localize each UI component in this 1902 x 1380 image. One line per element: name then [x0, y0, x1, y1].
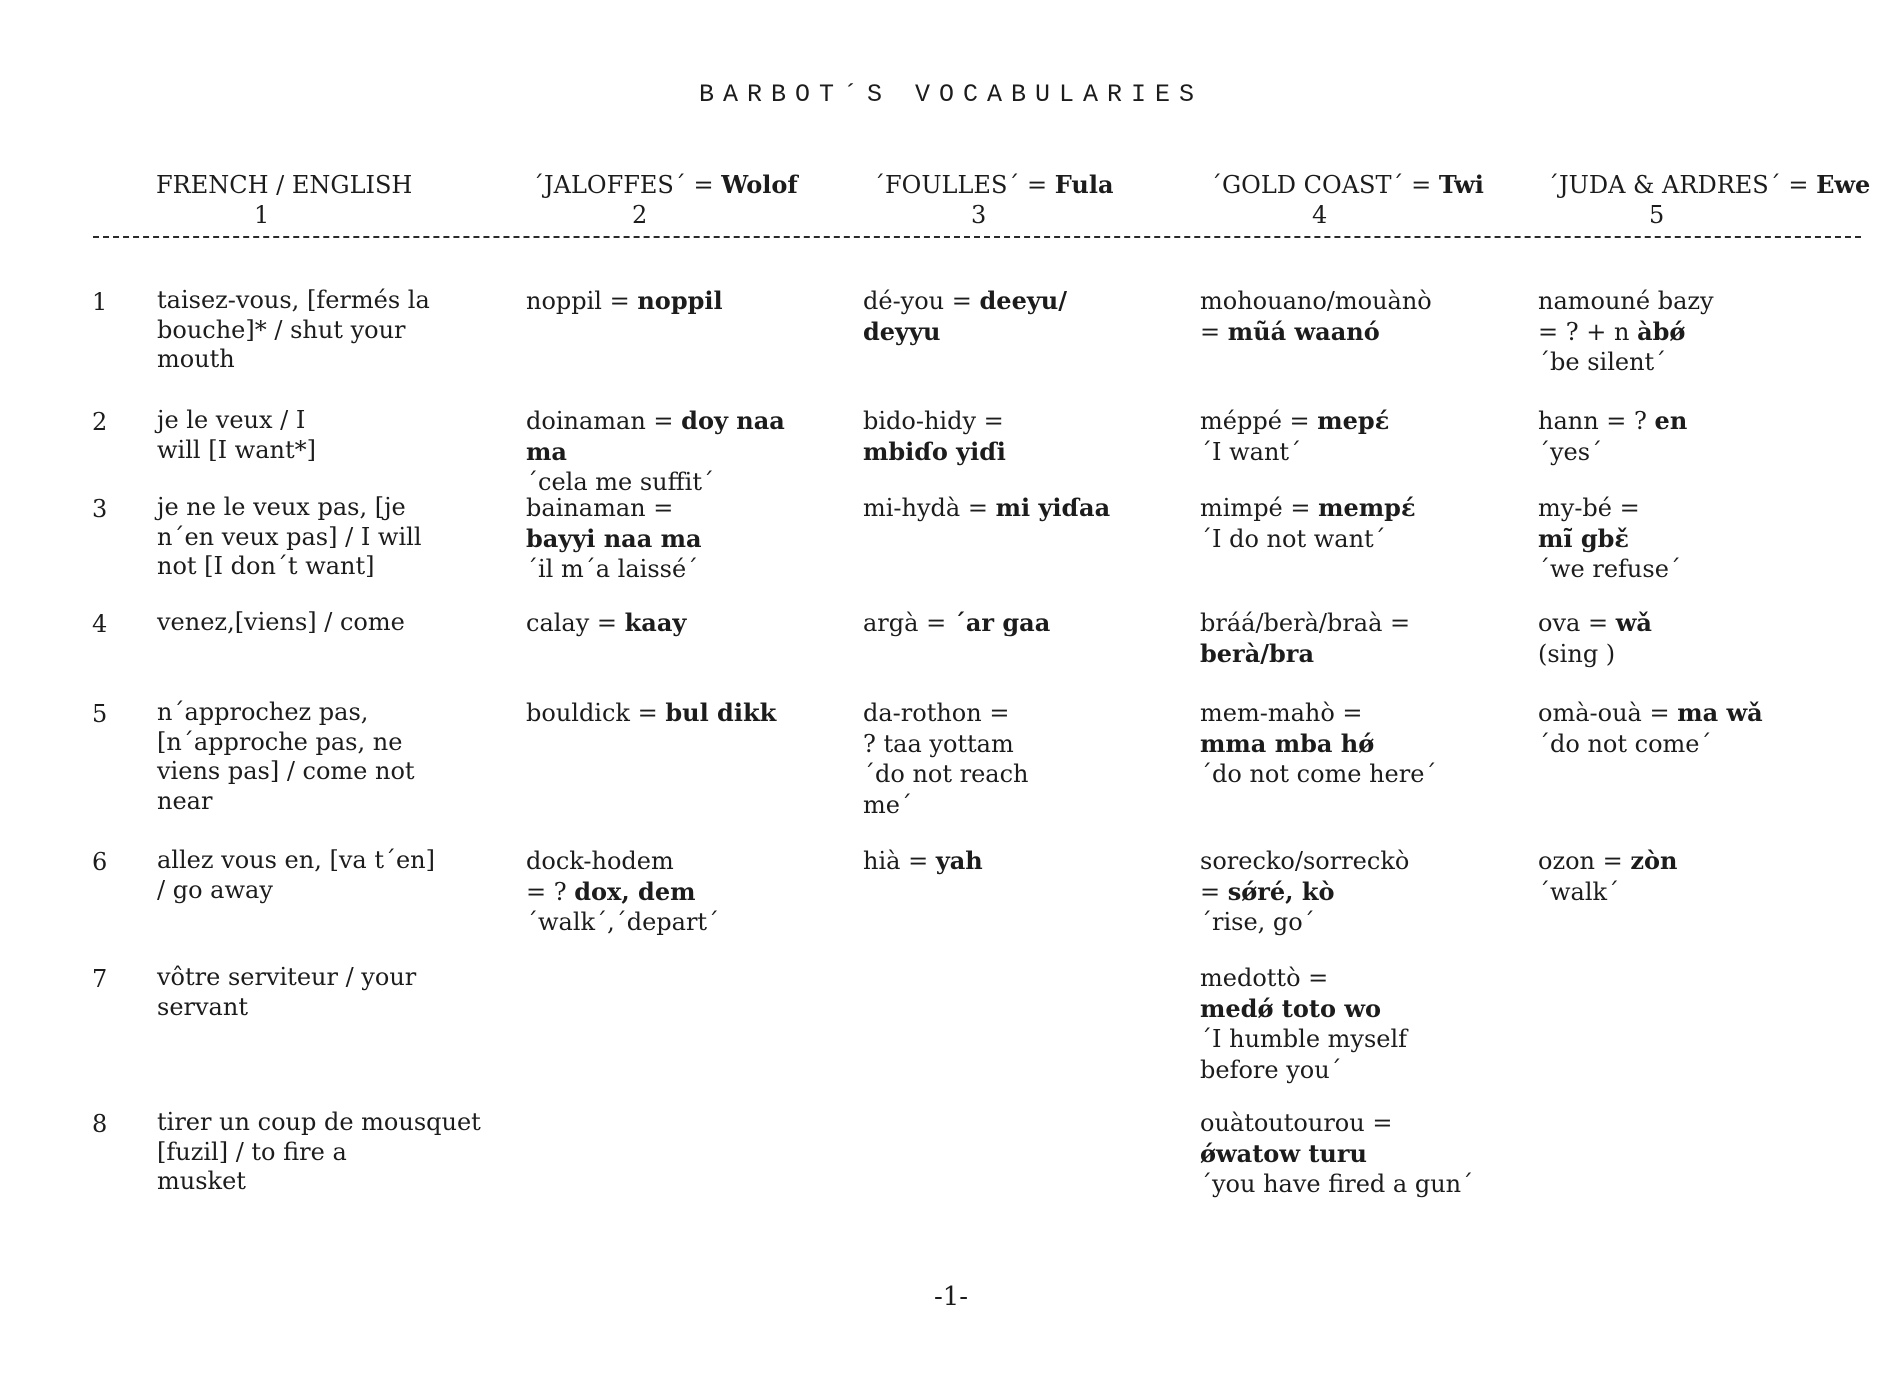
cell-line — [1200, 524, 1416, 555]
cell-line — [1538, 698, 1763, 729]
column-header-fula: ´FOULLES´ = Fula 3 — [873, 170, 1114, 229]
source-form: ´I do not want´ — [1200, 524, 1386, 553]
french-english-cell — [157, 406, 316, 465]
source-form: ´il m´a laissé´ — [526, 555, 699, 583]
cell-line — [1200, 406, 1389, 437]
twi-cell — [1200, 406, 1389, 467]
cell-line — [1200, 286, 1432, 317]
modern-form: sǿré, kò — [1227, 876, 1335, 906]
french-english-cell — [157, 698, 415, 816]
modern-form: mepɛ́ — [1317, 406, 1390, 435]
modern-form: noppil — [637, 286, 723, 315]
modern-form: medǿ toto wo — [1200, 993, 1382, 1023]
source-form: ´yes´ — [1538, 437, 1603, 466]
modern-form: zòn — [1630, 846, 1678, 875]
source-form: = — [1200, 877, 1228, 906]
source-form: calay = — [526, 609, 625, 637]
modern-form: mi yiɗaa — [995, 493, 1111, 522]
wolof-cell — [526, 846, 719, 938]
source-form: ouàtoutourou = — [1200, 1109, 1393, 1137]
source-form: ´be silent´ — [1538, 348, 1667, 376]
cell-line: n´en veux pas] / I will — [157, 522, 422, 551]
cell-line — [863, 759, 1029, 790]
cell-line — [1200, 846, 1409, 877]
modern-form: mempɛ́ — [1318, 493, 1416, 522]
source-form: me´ — [863, 790, 912, 819]
modern-form: bayyi naa ma — [526, 523, 702, 553]
source-form: mi-hydà = — [863, 494, 996, 522]
column-header-label: ´GOLD COAST´ = — [1210, 171, 1439, 199]
row-number: 6 — [92, 848, 108, 876]
cell-line — [863, 608, 1050, 639]
cell-line — [1200, 729, 1436, 760]
cell-line — [1200, 994, 1407, 1025]
modern-form: mbiɗo yiɗi — [863, 436, 1006, 466]
cell-line — [526, 698, 776, 729]
column-number: 3 — [971, 201, 987, 229]
cell-line — [1200, 608, 1410, 639]
cell-line: tirer un coup de mousquet — [157, 1108, 481, 1136]
column-header-ewe: ´JUDA & ARDRES´ = Ewe 5 — [1547, 170, 1871, 229]
ewe-cell — [1538, 846, 1677, 907]
fula-cell — [863, 406, 1006, 467]
cell-line — [1538, 877, 1677, 908]
ewe-cell — [1538, 493, 1681, 585]
cell-line — [863, 406, 1006, 437]
ewe-cell — [1538, 698, 1763, 759]
cell-line — [1538, 347, 1714, 378]
cell-line — [1538, 608, 1652, 639]
cell-line: vôtre serviteur / your — [157, 963, 417, 991]
modern-form: dox, dem — [574, 876, 696, 906]
modern-form: berà/bra — [1200, 638, 1314, 668]
wolof-cell — [526, 286, 723, 317]
modern-form: en — [1654, 406, 1688, 435]
cell-line: viens pas] / come not — [157, 757, 415, 785]
cell-line — [1200, 759, 1436, 790]
source-form: (sing ) — [1538, 639, 1616, 668]
cell-line — [863, 846, 983, 877]
ewe-cell — [1538, 608, 1652, 669]
source-form: ´cela me suffit´ — [526, 468, 714, 496]
cell-line — [863, 286, 1067, 317]
twi-cell — [1200, 1108, 1473, 1200]
cell-line — [863, 317, 1067, 348]
cell-line: not [I don´t want] — [157, 552, 375, 580]
cell-line — [1200, 639, 1410, 670]
french-english-cell — [157, 286, 430, 375]
source-form: namouné bazy — [1538, 287, 1714, 315]
modern-form: ma wǎ — [1677, 698, 1763, 727]
page-title: BARBOT´S VOCABULARIES — [698, 80, 1204, 109]
fula-cell — [863, 698, 1029, 820]
modern-form: ǿwatow turu — [1200, 1138, 1367, 1168]
source-form: mohouano/mouànò — [1200, 287, 1432, 315]
cell-line — [1538, 554, 1681, 585]
cell-line — [1200, 963, 1407, 994]
source-form: sorecko/sorreckò — [1200, 847, 1410, 875]
source-form: mem-mahò = — [1200, 699, 1363, 727]
cell-line — [1200, 698, 1436, 729]
cell-line: will [I want*] — [157, 435, 316, 464]
wolof-cell — [526, 698, 776, 729]
row-number: 2 — [92, 408, 108, 436]
column-number: 1 — [254, 201, 270, 229]
source-form: bráá/berà/braà = — [1200, 609, 1411, 637]
source-form: bido-hidy = — [863, 407, 1004, 435]
cell-line: bouche]* / shut your — [157, 315, 406, 344]
source-form: ´walk´,´depart´ — [526, 908, 720, 936]
cell-line: allez vous en, [va t´en] — [157, 846, 435, 874]
row-number: 7 — [92, 965, 108, 993]
row-number: 8 — [92, 1110, 108, 1138]
french-english-cell — [157, 608, 405, 638]
cell-line — [863, 437, 1006, 468]
row-number: 3 — [92, 495, 108, 523]
column-header-label: ´JALOFFES´ = — [532, 171, 722, 199]
column-number: 5 — [1649, 201, 1665, 229]
cell-line: servant — [157, 992, 248, 1021]
column-header-wolof: ´JALOFFES´ = Wolof 2 — [532, 170, 798, 229]
source-form: = ? — [526, 877, 575, 906]
cell-line: [fuzil] / to fire a — [157, 1137, 347, 1166]
cell-line — [1538, 639, 1652, 670]
cell-line — [1538, 493, 1681, 524]
source-form: doinaman = — [526, 407, 682, 435]
modern-form: bul dikk — [665, 698, 777, 727]
column-header-label: ´JUDA & ARDRES´ = — [1547, 171, 1817, 199]
source-form: méppé = — [1200, 407, 1318, 435]
cell-line — [1200, 493, 1416, 524]
cell-line: near — [157, 786, 213, 815]
cell-line — [1538, 524, 1681, 555]
fula-cell — [863, 493, 1110, 524]
modern-form: kaay — [624, 608, 687, 637]
source-form: hià = — [863, 847, 936, 875]
source-form: ozon = — [1538, 847, 1631, 875]
modern-form: mma mba hǿ — [1200, 728, 1375, 758]
cell-line — [1200, 877, 1409, 908]
source-form: da-rothon = — [863, 699, 1010, 727]
cell-line — [1200, 317, 1432, 348]
column-header-french-english — [156, 170, 412, 230]
source-form: omà-ouà = — [1538, 699, 1678, 727]
cell-line — [526, 493, 702, 524]
cell-line — [526, 554, 702, 585]
source-form: medottò = — [1200, 964, 1329, 992]
source-form: ´do not come´ — [1538, 729, 1712, 758]
modern-form: ´ar gaa — [953, 608, 1051, 637]
modern-form: yah — [935, 846, 983, 875]
row-number: 1 — [92, 288, 108, 316]
source-form: ? taa yottam — [863, 729, 1014, 758]
ewe-cell — [1538, 286, 1714, 378]
cell-line: mouth — [157, 345, 235, 373]
cell-line — [526, 437, 785, 468]
fula-cell — [863, 846, 983, 877]
cell-line — [863, 493, 1110, 524]
cell-line: n´approchez pas, — [157, 698, 369, 726]
twi-cell — [1200, 698, 1436, 790]
twi-cell — [1200, 846, 1409, 938]
source-form: ´we refuse´ — [1538, 555, 1681, 583]
french-english-cell — [157, 963, 416, 1022]
ewe-cell — [1538, 406, 1687, 467]
cell-line — [526, 846, 719, 877]
french-english-cell — [157, 846, 435, 905]
source-form: bainaman = — [526, 494, 674, 522]
row-number: 4 — [92, 610, 108, 638]
modern-form: mũá waanó — [1227, 316, 1380, 346]
source-form: mimpé = — [1200, 494, 1319, 522]
twi-cell — [1200, 963, 1407, 1085]
row-number: 5 — [92, 700, 108, 728]
cell-line: [n´approche pas, ne — [157, 727, 403, 756]
cell-line — [526, 406, 785, 437]
wolof-cell — [526, 493, 702, 585]
wolof-cell — [526, 406, 785, 498]
cell-line — [1200, 907, 1409, 938]
source-form: bouldick = — [526, 699, 666, 727]
column-number: 2 — [632, 201, 648, 229]
column-header-label: ´FOULLES´ = — [873, 171, 1055, 199]
source-form: hann = ? — [1538, 407, 1655, 435]
fula-cell — [863, 608, 1050, 639]
twi-cell — [1200, 608, 1410, 669]
cell-line — [1538, 437, 1687, 468]
cell-line: venez,[viens] / come — [157, 608, 405, 636]
cell-line: taisez-vous, [fermés la — [157, 286, 430, 314]
source-form: ´do not reach — [863, 760, 1029, 788]
source-form: ´I humble myself — [1200, 1025, 1408, 1053]
cell-line — [863, 790, 1029, 821]
cell-line — [526, 524, 702, 555]
source-form: noppil = — [526, 287, 638, 315]
cell-line — [1200, 1055, 1407, 1086]
modern-form: mĩ gbɛ̌ — [1538, 523, 1630, 553]
source-form: ´I want´ — [1200, 437, 1302, 466]
source-form: = ? + n — [1538, 317, 1638, 346]
modern-form: deeyu/ — [979, 286, 1067, 315]
modern-form: ma — [526, 436, 567, 466]
cell-line — [1538, 406, 1687, 437]
column-header-twi: ´GOLD COAST´ = Twi 4 — [1210, 170, 1484, 229]
cell-line — [1200, 437, 1389, 468]
column-header-label: FRENCH / ENGLISH — [156, 171, 413, 199]
source-form: argà = — [863, 609, 954, 637]
modern-form: wǎ — [1615, 608, 1652, 637]
modern-form: doy naa — [681, 406, 785, 435]
fula-cell — [863, 286, 1067, 347]
french-english-cell — [157, 1108, 481, 1197]
source-form: = — [1200, 317, 1228, 346]
cell-line: / go away — [157, 875, 273, 904]
source-form: ´do not come here´ — [1200, 760, 1437, 788]
cell-line: musket — [157, 1167, 246, 1195]
cell-line — [526, 608, 686, 639]
cell-line — [1538, 846, 1677, 877]
source-form: ´rise, go´ — [1200, 908, 1315, 936]
modern-form: àbǿ — [1637, 316, 1686, 346]
modern-form: deyyu — [863, 316, 941, 346]
cell-line: je ne le veux pas, [je — [157, 493, 406, 521]
source-form: ´you have fired a gun´ — [1200, 1170, 1474, 1198]
cell-line — [1538, 286, 1714, 317]
cell-line — [526, 877, 719, 908]
cell-line — [1538, 729, 1763, 760]
column-number: 4 — [1312, 201, 1328, 229]
cell-line — [1200, 1024, 1407, 1055]
source-form: before you´ — [1200, 1055, 1342, 1084]
source-form: dé-you = — [863, 287, 980, 315]
source-form: dock-hodem — [526, 847, 674, 875]
page-number: -1- — [933, 1282, 969, 1312]
source-form: ´walk´ — [1538, 877, 1620, 906]
cell-line — [526, 907, 719, 938]
cell-line — [1200, 1108, 1473, 1139]
twi-cell — [1200, 493, 1416, 554]
wolof-cell — [526, 608, 686, 639]
source-form: my-bé = — [1538, 494, 1640, 522]
header-divider — [93, 236, 1861, 238]
twi-cell — [1200, 286, 1432, 347]
cell-line — [863, 698, 1029, 729]
cell-line — [1200, 1139, 1473, 1170]
cell-line — [526, 286, 723, 317]
cell-line — [1538, 317, 1714, 348]
source-form: ova = — [1538, 609, 1616, 637]
cell-line: je le veux / I — [157, 406, 306, 434]
cell-line — [863, 729, 1029, 760]
french-english-cell — [157, 493, 422, 582]
cell-line — [1200, 1169, 1473, 1200]
